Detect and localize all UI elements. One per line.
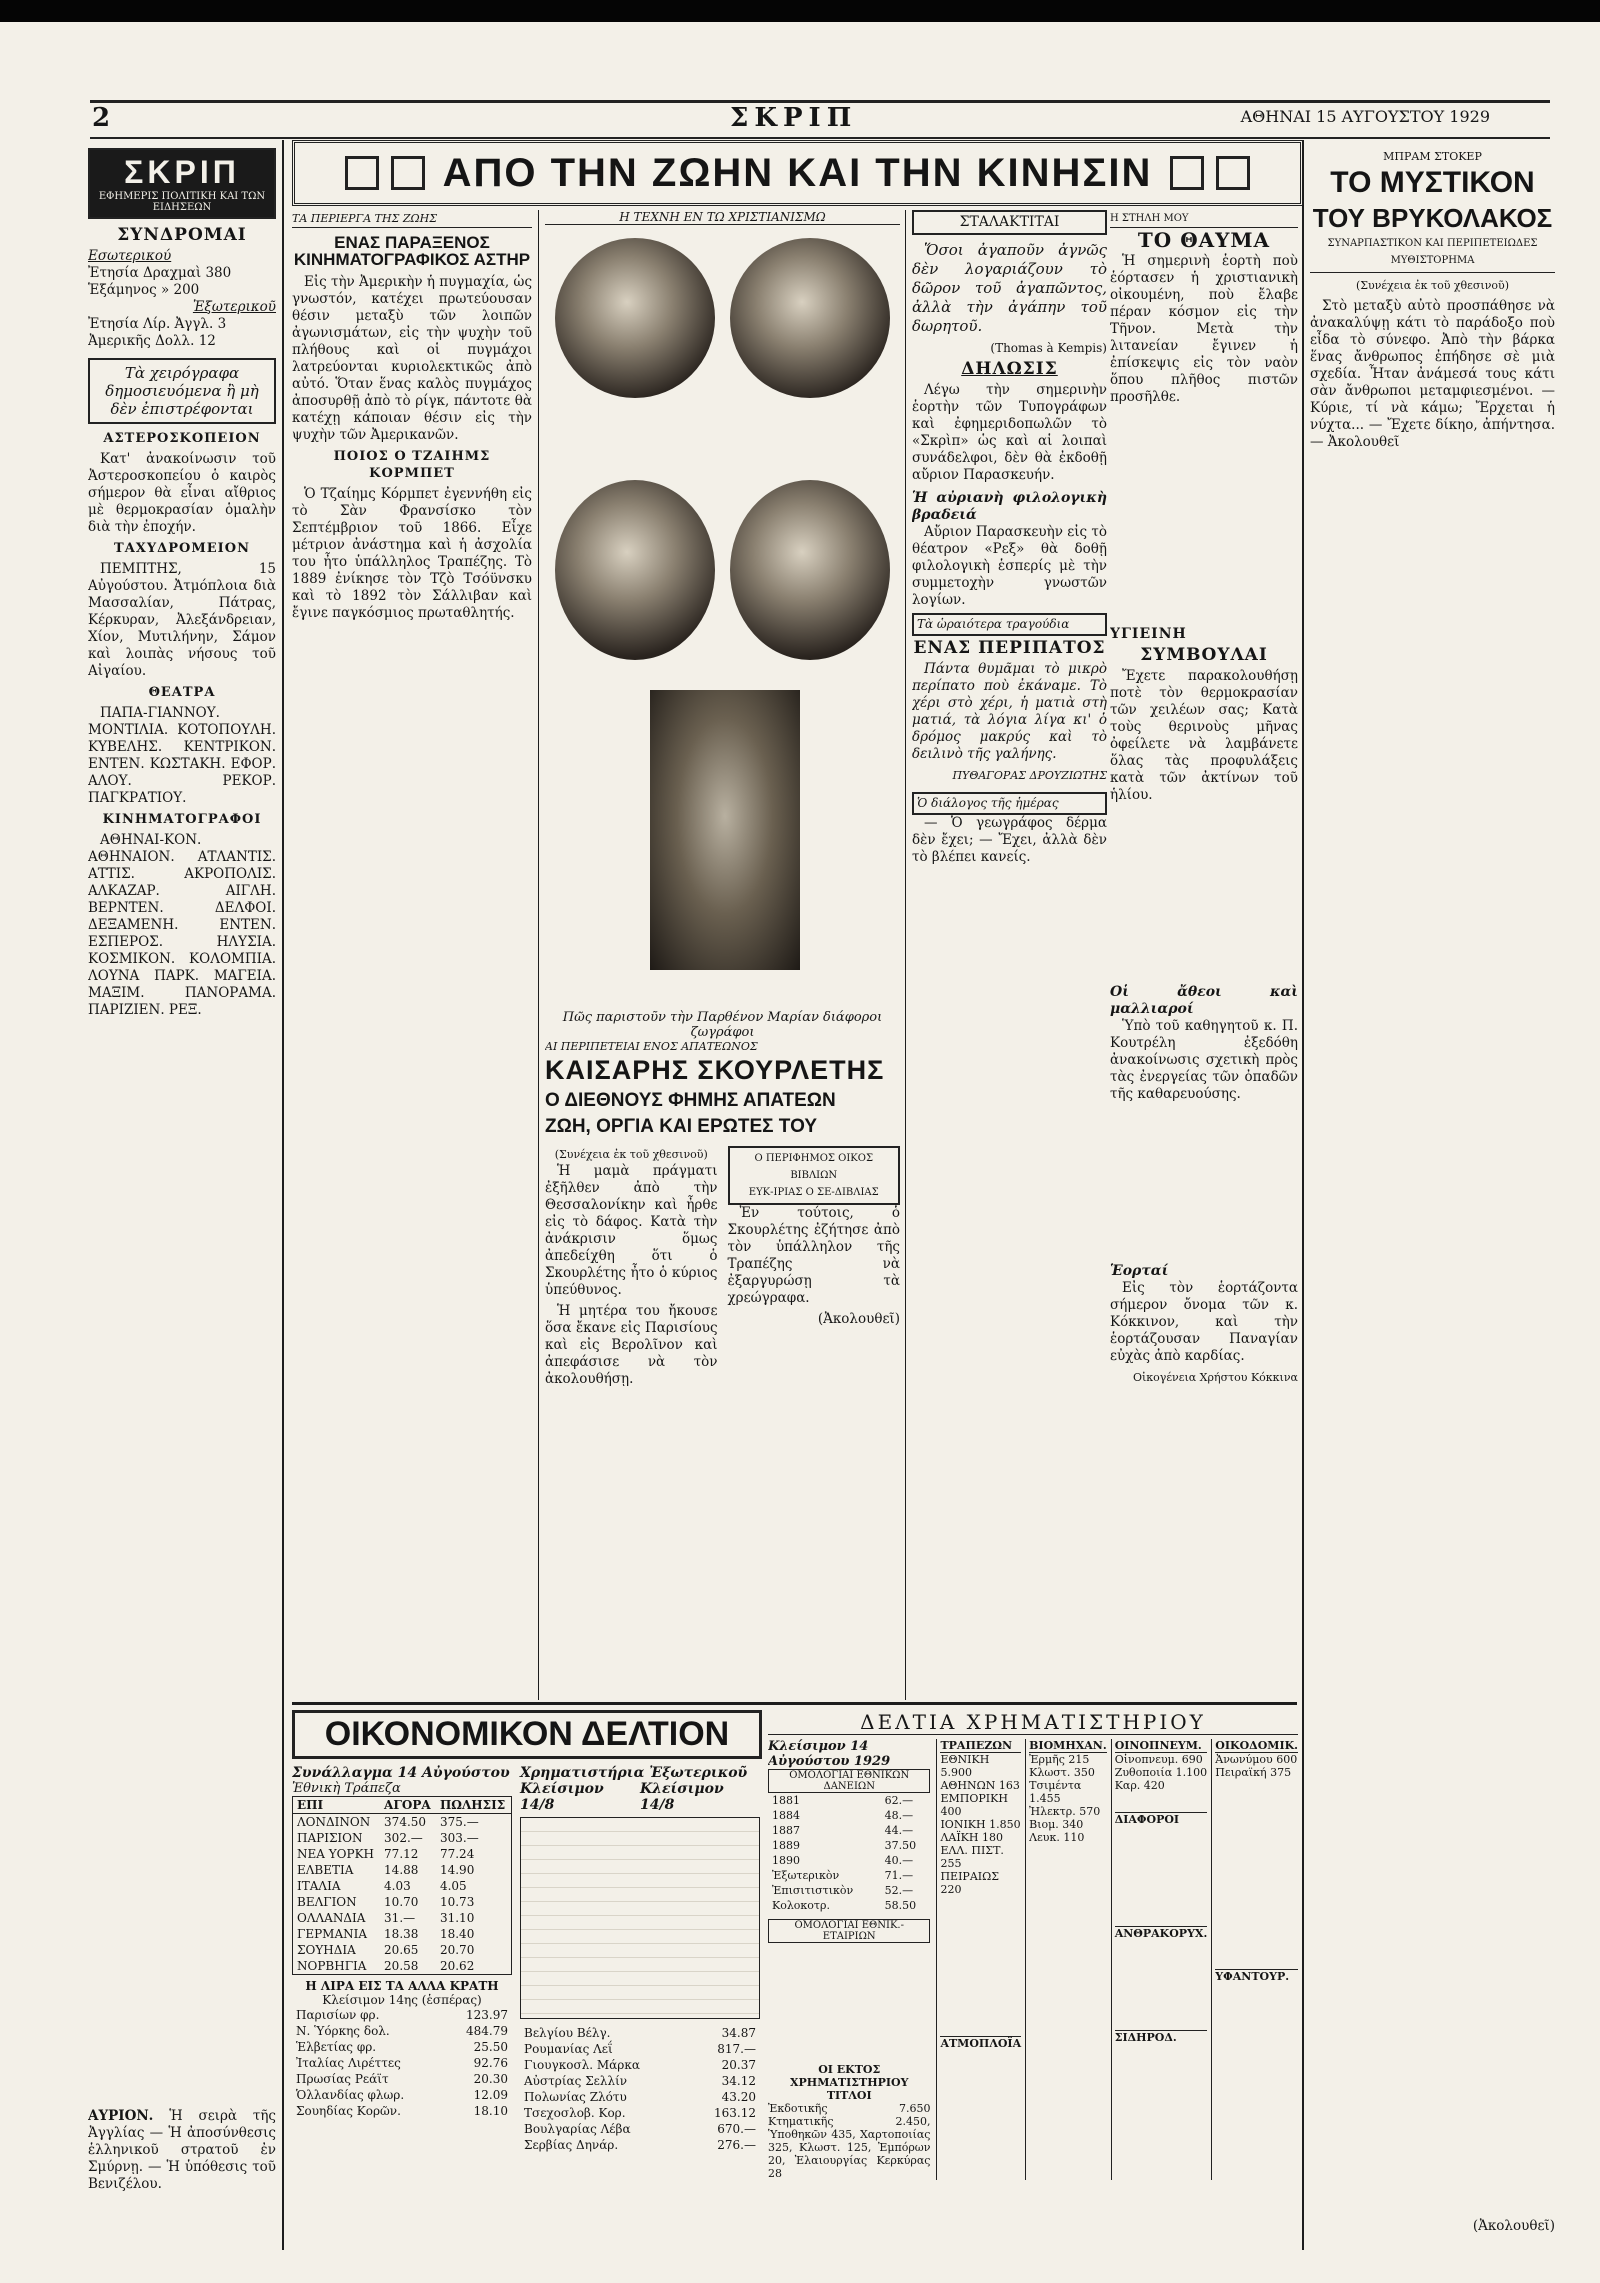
gold-title: Η ΛΙΡΑ ΕΙΣ ΤΑ ΑΛΛΑ ΚΡΑΤΗ: [305, 1979, 499, 1993]
table-row: [292, 2007, 512, 2023]
dialog-title: Ὁ διάλογος τῆς ἡμέρας: [912, 792, 1107, 815]
foreign-price-2: Ἀμερικῆς Δολλ. 12: [88, 333, 216, 349]
bank-value: 400: [940, 1805, 962, 1818]
industry-value: 110: [1063, 1831, 1085, 1844]
industry-row: [1029, 1779, 1107, 1805]
fraud-kicker: ΑΙ ΠΕΡΙΠΕΤΕΙΑΙ ΕΝΟΣ ΑΠΑΤΕΩΝΟΣ: [545, 1040, 758, 1053]
spirits-name: Οἰνοπνευμ.: [1114, 1753, 1179, 1766]
industry-value: 215: [1068, 1753, 1090, 1766]
table-row: [293, 1942, 512, 1958]
spirits-value: 420: [1143, 1779, 1165, 1792]
masthead-box: [88, 148, 276, 219]
bond-grid-placeholder: [520, 1817, 760, 2019]
spirits-row: [1115, 1779, 1208, 1792]
hygiene-text: Ἔχετε παρακολουθήσῃ ποτὲ τὸν θερμοκρασίαν τῶν χειλέων σας; Κατὰ τοὺς θερινοὺς μῆνας ὀφείλετε νὰ λαμβάνετε ὅλας τὰς προφυλάξεις κατὰ τῶν ἀκτίνων τοῦ ἡλίου.: [1110, 668, 1298, 803]
loan-cell: 48.—: [884, 1809, 914, 1822]
gold-cell: 123.97: [466, 2008, 508, 2022]
misc-title: ΔΙΑΦΟΡΟΙ: [1115, 1812, 1208, 1826]
industry-name: Λευκ.: [1029, 1831, 1060, 1844]
finance-bulletin: [292, 1710, 762, 2250]
article-kicker: ΤΑ ΠΕΡΙΕΡΓΑ ΤΗΣ ΖΩΗΣ: [292, 210, 532, 228]
cinemas-list: ΑΘΗΝΑΙ-ΚΟΝ. ΑΘΗΝΑΙΟΝ. ΑΤΛΑΝΤΙΣ. ΑΤΤΙΣ. ΑΚΡΟΠΟΛΙΣ. ΑΛΚΑΖΑΡ. ΑΙΓΛΗ. ΒΕΡΝΤΕΝ. ΔΕΛΦΟΙ. ΔΕΞΑΜΕΝΗ. ΕΝΤΕΝ. ΕΣΠΕΡΟΣ. ΗΛΥΣΙΑ. ΚΟΣΜΙΚΟΝ. ΚΟΛΟΜΠΙΑ. ΛΟΥΝΑ ΠΑΡΚ. ΜΑΓΕΙΑ. ΜΑΞΙΜ. ΠΑΝΟΡΑΜΑ. ΠΑΡΙΖΙΕΝ. ΡΕΞ.: [88, 832, 276, 1018]
table-row: [768, 1808, 930, 1823]
quote-author: (Thomas à Kempis): [990, 341, 1107, 355]
foreign-cell: Τσεχοσλοβ. Κορ.: [524, 2106, 626, 2120]
gold-cell: Πρωσίας Ρεάϊτ: [296, 2072, 389, 2086]
poem-title: ΕΝΑΣ ΠΕΡΙΠΑΤΟΣ: [913, 638, 1106, 658]
exchange-title: ΔΕΛΤΙΑ ΧΡΗΜΑΤΙΣΤΗΡΙΟΥ: [768, 1710, 1298, 1735]
spirits-value: 690: [1181, 1753, 1203, 1766]
loan-cell: Ἐξωτερικὸν: [772, 1869, 840, 1882]
fx-cell: 18.40: [439, 1927, 475, 1941]
table-row: [520, 2121, 760, 2137]
madonna-portrait-1: [555, 238, 715, 398]
bank-row: [940, 1792, 1021, 1818]
loan-cell: 1884: [772, 1809, 800, 1822]
article-body-2: Ὁ Τζαίημς Κόρμπετ ἐγεννήθη εἰς τὸ Σὰν Φρανσίσκο τὸν Σεπτέμβριον τοῦ 1866. Εἶχε μέτριον ἀνάστημα καὶ ἡ ἀσχολία του ἦτο ὑπάλληλος Τραπέζης. Τὸ 1889 ἐνίκησε τὸν Τζὸ Τσόϋνσκυ καὶ τὸ 1892 τὸν Σάλλιβαν καὶ ἔγινε παγκόσμιος πρωταθλητής.: [292, 486, 532, 621]
gold-cell: 12.09: [473, 2088, 508, 2102]
serial-body: Στὸ μεταξὺ αὐτὸ προσπάθησε νὰ ἀνακαλύψῃ κάτι τὸ παράδοξο ποὺ εἶδα τὸ σύνεφο. Ἀπὸ τὴν βάρκα ἕνας ἄνθρωπος ἐπήδησε σὲ μιὰ σχεδία. Ἦταν ἀνάμεσά τους κάτι σὰν ἄνθρωποι μεταμφιεσμένοι. — Κύριε, τί νὰ κάμω; Ἔρχεται ἡ νύχτα... — Ἔχετε δίκηο, ἀπήντησα. — Ἀκολουθεῖ: [1310, 298, 1555, 450]
table-row: [292, 2055, 512, 2071]
fx-cell: 20.62: [439, 1959, 475, 1973]
gold-cell: Ἰταλίας Λιρέττες: [296, 2056, 401, 2070]
poem-author: ΠΥΘΑΓΟΡΑΣ ΔΡΟΥΖΙΩΤΗΣ: [952, 769, 1107, 782]
loan-cell: 44.—: [884, 1824, 914, 1837]
fx-cell: 4.03: [384, 1879, 411, 1893]
fraud-body-3: Ἐν τούτοις, ὁ Σκουρλέτης ἐζήτησε ἀπὸ τὸν ὑπάλληλον τῆς Τραπέζης νὰ ἐξαργυρώσῃ τὰ χρεώγραφα.: [727, 1205, 900, 1306]
bookshop-head: Ο ΠΕΡΙΦΗΜΟΣ ΟΙΚΟΣ ΒΙΒΛΙΩΝ: [754, 1153, 874, 1181]
miracle-title: ΤΟ ΘΑΥΜΑ: [1137, 228, 1271, 252]
foreign-price-1: Ἐτησία Λίρ. Ἀγγλ. 3: [88, 316, 227, 332]
declaration-title: ΔΗΛΩΣΙΣ: [961, 359, 1058, 379]
fx-head-3: ΠΩΛΗΣΙΣ: [439, 1798, 506, 1812]
fx-cell: ΠΑΡΙΣΙΟΝ: [297, 1831, 363, 1845]
fx-cell: 20.65: [384, 1943, 419, 1957]
table-row: [293, 1958, 512, 1975]
post-title: ΤΑΧΥΔΡΟΜΕΙΟΝ: [114, 541, 250, 556]
spirits-row: [1115, 1753, 1208, 1766]
fx-cell: 18.38: [384, 1927, 419, 1941]
fx-cell: 20.70: [439, 1943, 475, 1957]
foreign-cell: Βελγίου Βέλγ.: [524, 2026, 611, 2040]
build-row: [1215, 1766, 1298, 1779]
table-row: [293, 1830, 512, 1846]
declaration-text: Λέγω τὴν σημερινὴν ἑορτὴν τῶν Τυπογράφων καὶ ἐφημεριδοπωλῶν τὸ «Σκρὶπ» ὡς καὶ αἱ λοιπαὶ συνάδελφοι, δὲν θὰ ἐκδοθῇ αὔριον Παρασκευήν.: [912, 382, 1107, 483]
loan-cell: 62.—: [884, 1794, 914, 1807]
gold-cell: Σουηδίας Κορῶν.: [296, 2104, 401, 2118]
serial-cont: (Συνέχεια ἐκ τοῦ χθεσινοῦ): [1355, 279, 1509, 292]
feature-caption: Πῶς παριστοῦν τὴν Παρθένον Μαρίαν διάφοροι ζωγράφοι: [562, 1010, 883, 1040]
square-ornament-icon: [391, 156, 425, 190]
fx-head-1: ΕΠΙ: [297, 1798, 324, 1812]
loan-cell: 37.50: [884, 1839, 917, 1852]
fx-cell: ΝΕΑ ΥΟΡΚΗ: [297, 1847, 375, 1861]
feasts-title: Ἑορταί: [1110, 1263, 1169, 1279]
gold-cell: 18.10: [473, 2104, 508, 2118]
fx-cell: 14.90: [439, 1863, 475, 1877]
spirits-value: 1.100: [1175, 1766, 1208, 1779]
serial-title-1: ΤΟ ΜΥΣΤΙΚΟΝ: [1330, 166, 1535, 199]
top-border: [0, 0, 1600, 22]
page-number: 2: [92, 103, 111, 133]
col-industry: ΒΙΟΜΗΧΑΝ.: [1029, 1739, 1107, 1752]
fx-cell: 375.—: [439, 1815, 479, 1829]
gold-cell: Ὁλλανδίας φλωρ.: [296, 2088, 405, 2102]
fx-cell: 14.88: [384, 1863, 419, 1877]
fx-cell: ΝΟΡΒΗΓΙΑ: [297, 1959, 367, 1973]
issue-date: ΑΘΗΝΑΙ 15 ΑΥΓΟΥΣΤΟΥ 1929: [1240, 107, 1490, 126]
bank-value: 1.850: [989, 1818, 1021, 1831]
table-row: [293, 1910, 512, 1926]
article-subhead: ΠΟΙΟΣ Ο ΤΖΑΙΗΜΣ ΚΟΡΜΠΕΤ: [333, 449, 491, 481]
foreign-cell: 276.—: [717, 2138, 756, 2152]
square-ornament-icon: [1216, 156, 1250, 190]
bonds-head: ΟΜΟΛΟΓΙΑΙ ΕΘΝΙΚ.-ΕΤΑΙΡΙΩΝ: [768, 1919, 930, 1943]
loan-cell: 71.—: [884, 1869, 914, 1882]
fraud-line-2: Ο ΔΙΕΘΝΟΥΣ ΦΗΜΗΣ ΑΠΑΤΕΩΝ: [545, 1090, 836, 1111]
table-row: [293, 1894, 512, 1910]
bank-value: 5.900: [940, 1766, 972, 1779]
exchange-date: Κλείσιμον 14 Αὐγούστου 1929: [768, 1739, 891, 1769]
spirits-name: Καρ.: [1114, 1779, 1141, 1792]
fx-cell: ΛΟΝΔΙΝΟΝ: [297, 1815, 371, 1829]
fx-cell: 10.70: [384, 1895, 419, 1909]
industry-row: [1029, 1818, 1107, 1831]
build-value: 600: [1276, 1753, 1298, 1766]
table-row: [768, 1898, 930, 1913]
table-row: [520, 2073, 760, 2089]
fraud-line-3: ΖΩΗ, ΟΡΓΙΑ ΚΑΙ ΕΡΩΤΕΣ ΤΟΥ: [545, 1116, 817, 1137]
madonna-portrait-5: [650, 690, 800, 970]
misc-title: ΣΙΔΗΡΟΔ.: [1115, 2030, 1208, 2044]
gold-table: [292, 2007, 512, 2119]
subscriptions: [88, 227, 276, 350]
foreign-cell: 817.—: [717, 2042, 756, 2056]
build-name: Ἀνωνύμου: [1215, 1753, 1273, 1766]
feasts-text: Εἰς τὸν ἑορτάζοντα σήμερον ὄνομα τῶν κ. Κόκκινον, καὶ τὴν ἑορτάζουσαν Παναγίαν εὐχὰς ἀπὸ καρδίας.: [1110, 1280, 1298, 1364]
bookshop-sub: ΕΥΚ-ΙΡΙΑΣ Ο ΣΕ-ΔΙΒΛΙΑΣ: [748, 1187, 879, 1198]
fx-cell: 31.—: [384, 1911, 416, 1925]
tomorrow-note: [88, 2108, 276, 2193]
table-row: [292, 2087, 512, 2103]
foreign-cell: Πολωνίας Ζλότυ: [524, 2090, 627, 2104]
fx-table: [292, 1796, 512, 1975]
bank-row: [940, 1844, 1021, 1870]
foreign-cell: Αὐστρίας Σελλίν: [524, 2074, 628, 2088]
table-row: [768, 1838, 930, 1853]
serial-subtitle: ΣΥΝΑΡΠΑΣΤΙΚΟΝ ΚΑΙ ΠΕΡΙΠΕΤΕΙΩΔΕΣ ΜΥΘΙΣΤΟΡΗΜΑ: [1310, 235, 1555, 273]
miracle-column: [1110, 210, 1298, 1700]
fx-cell: ΙΤΑΛΙΑ: [297, 1879, 341, 1893]
masthead: ΣΚΡΙΠ: [730, 103, 858, 133]
table-row: [292, 2023, 512, 2039]
serial-title-2: ΤΟΥ ΒΡΥΚΟΛΑΚΟΣ: [1312, 203, 1553, 233]
atheists-text: Ὑπὸ τοῦ καθηγητοῦ κ. Π. Κουτρέλη ἐξεδόθη ἀνακοίνωσις σχετικὴ πρὸς τὰς ἐνεργείας τῶν ὀπαδῶν τῆς καθαρευούσης.: [1110, 1018, 1298, 1102]
foreign-cell: Γιουγκοσλ. Μάρκα: [524, 2058, 640, 2072]
fx-head-2: ΑΓΟΡΑ: [384, 1798, 431, 1812]
other-text: Ἐκδοτικῆς 7.650 Κτηματικῆς 2.450, Ὑποθηκῶν 435, Χαρτοποιίας 325, Κλωστ. 125, Ἐμπόρων 20, Ἐλαιουργίας Κερκύρας 28: [768, 2102, 931, 2180]
table-row: [293, 1878, 512, 1894]
left-column: [88, 148, 276, 2248]
close-a: Κλείσιμον 14/8: [520, 1781, 604, 1813]
fraud-cont: (Συνέχεια ἐκ τοῦ χθεσινοῦ): [554, 1148, 708, 1161]
fx-cell: ΕΛΒΕΤΙΑ: [297, 1863, 354, 1877]
atheists-title: Οἱ ἄθεοι καὶ μαλλιαροί: [1110, 984, 1298, 1017]
fx-cell: 77.12: [384, 1847, 419, 1861]
fx-cell: ΒΕΛΓΙΟΝ: [297, 1895, 357, 1909]
bank-name: ΛΑΪΚΗ: [940, 1831, 979, 1844]
dialog-text: — Ὁ γεωγράφος δέρμα δὲν ἔχει; — Ἔχει, ἀλλὰ δὲν τὸ βλέπει κανείς.: [912, 815, 1107, 865]
gold-cell: Παρισίων φρ.: [296, 2008, 380, 2022]
subscriptions-title: ΣΥΝΔΡΟΜΑΙ: [117, 225, 247, 245]
build-value: 375: [1270, 1766, 1292, 1779]
fx-bank: Ἐθνικὴ Τράπεζα: [292, 1781, 401, 1796]
semi-price: Ἑξάμηνος » 200: [88, 282, 200, 298]
misc-title: ΑΤΜΟΠΛΟΪΑ: [940, 2037, 1022, 2050]
gold-cell: Ἑλβετίας φρ.: [296, 2040, 377, 2054]
table-row: [520, 2105, 760, 2121]
theatres-list: ΠΑΠΑ-ΓΙΑΝΝΟΥ. ΜΟΝΤΙΛΙΑ. ΚΟΤΟΠΟΥΛΗ. ΚΥΒΕΛΗΣ. ΚΕΝΤΡΙΚΟΝ. ΕΝΤΕΝ. ΚΩΣΤΑΚΗ. ΕΦΟΡ. ΑΛΟΥ. ΡΕΚΟΡ. ΠΑΓΚΡΑΤΙΟΥ.: [88, 705, 276, 806]
foreign-cell: Σερβίας Δηνάρ.: [524, 2138, 619, 2152]
table-row: [293, 1814, 512, 1831]
literary-title: Ἡ αὐριανὴ φιλολογικὴ βραδειά: [912, 490, 1107, 523]
tomorrow-text: Ἡ σειρὰ τῆς Ἀγγλίας — Ἡ ἀποσύνθεσις ἑλληνικοῦ στρατοῦ ἐν Σμύρνῃ. — Ἡ ὑπόθεσις τοῦ Βενιζέλου.: [88, 2108, 276, 2192]
bank-name: ΑΘΗΝΩΝ: [940, 1779, 996, 1792]
table-row: [292, 2039, 512, 2055]
table-row: [292, 2103, 512, 2119]
loan-cell: 1887: [772, 1824, 800, 1837]
industry-value: 1.455: [1029, 1792, 1061, 1805]
domestic-label: Εσωτερικού: [88, 248, 172, 264]
table-row: [768, 1793, 930, 1808]
bank-value: 163: [998, 1779, 1020, 1792]
gold-cell: 20.30: [473, 2072, 508, 2086]
foreign-exchanges-title: Χρηματιστήρια Ἐξωτερικοῦ: [520, 1765, 748, 1781]
fx-cell: 4.05: [439, 1879, 467, 1893]
industry-row: [1029, 1753, 1107, 1766]
logo: ΣΚΡΙΠ: [124, 154, 240, 190]
bank-name: ΕΘΝΙΚΗ: [940, 1753, 990, 1766]
loan-cell: 1889: [772, 1839, 800, 1852]
fx-cell: 31.10: [439, 1911, 475, 1925]
post-text: ΠΕΜΠΤΗΣ, 15 Αὐγούστου. Ἀτμόπλοια διὰ Μασσαλίαν, Πάτρας, Κέρκυραν, Ἀλεξάνδρειαν, Χίον, Μυτιλήνην, Σάμον καὶ λοιπὰς νήσους τοῦ Αἰγαίου.: [88, 561, 276, 679]
fraud-article: [545, 1040, 900, 1700]
misc-title: ΑΝΘΡΑΚΟΡΥΧ.: [1114, 1927, 1208, 1940]
foreign-table: [520, 2025, 760, 2153]
other-title: ΟΙ ΕΚΤΟΣ ΧΡΗΜΑΤΙΣΤΗΡΙΟΥ ΤΙΤΛΟΙ: [790, 2063, 909, 2102]
bank-value: 180: [982, 1831, 1003, 1844]
table-row: [768, 1883, 930, 1898]
astronomy-section: [88, 430, 276, 1019]
article-headline: ΕΝΑΣ ΠΑΡΑΞΕΝΟΣ ΚΙΝΗΜΑΤΟΓΡΑΦΙΚΟΣ ΑΣΤΗΡ: [293, 233, 531, 269]
bank-row: [940, 1779, 1021, 1792]
gold-sub: Κλείσιμον 14ης (ἑσπέρας): [322, 1993, 482, 2007]
industry-name: Ἐρμῆς: [1029, 1753, 1065, 1766]
foreign-cell: 43.20: [721, 2090, 756, 2104]
gold-cell: 92.76: [473, 2056, 508, 2070]
madonna-feature: [545, 210, 900, 1040]
industry-name: Βιομ.: [1029, 1818, 1059, 1831]
article-body: Εἰς τὴν Ἀμερικὴν ἡ πυγμαχία, ὡς γνωστόν, κατέχει πρωτεύουσαν θέσιν μεταξὺ τῶν λοιπῶν ἀγωνισμάτων, εἰς τὴν ψυχὴν τοῦ πλήθους καὶ οἱ πυγμάχοι λατρεύονται κυριολεκτικῶς ἀπὸ αὐτό. Ὅταν ἕνας καλὸς πυγμάχος ἀποσυρθῇ ἀπὸ τὸ ρίγκ, πάντοτε θὰ κατέχῃ κάποιαν θέσιν εἰς τὴν ψυχὴν τῶν Ἀμερικανῶν.: [292, 274, 532, 443]
loans-head: ΟΜΟΛΟΓΙΑΙ ΕΘΝΙΚΩΝ ΔΑΝΕΙΩΝ: [768, 1769, 930, 1793]
songs-kicker: Τὰ ὡραιότερα τραγούδια: [912, 613, 1107, 636]
bank-row: [940, 1870, 1021, 1896]
madonna-portrait-3: [555, 480, 715, 660]
industry-name: Κλωστ.: [1029, 1766, 1071, 1779]
column-kicker: Η ΣΤΗΛΗ ΜΟΥ: [1110, 210, 1298, 228]
fx-cell: 20.58: [384, 1959, 419, 1973]
misc-title: ΥΦΑΝΤΟΥΡ.: [1215, 1969, 1298, 1983]
industry-name: Τσιμέντα: [1029, 1779, 1082, 1792]
fx-cell: 10.73: [439, 1895, 475, 1909]
stalactites-column: [912, 210, 1107, 1700]
industry-row: [1029, 1831, 1107, 1844]
foreign-label: Ἐξωτερικοῦ: [192, 299, 276, 315]
bank-value: 220: [940, 1883, 962, 1896]
table-row: [293, 1862, 512, 1878]
fraud-body-1: Ἡ μαμὰ πράγματι ἐξῆλθεν ἀπὸ τὴν Θεσσαλονίκην καὶ ἦρθε εἰς τὸ δάφος. Κατὰ τὴν ἀνάκρισιν ὅμως ἀπεδείχθη ὅτι ὁ Σκουρλέτης ἦτο ὁ κύριος ὑπεύθυνος.: [545, 1163, 718, 1298]
fx-cell: 302.—: [384, 1831, 423, 1845]
madonna-portrait-4: [730, 480, 890, 660]
table-row: [768, 1823, 930, 1838]
serial-column: [1310, 148, 1555, 2248]
bank-row: [940, 1818, 1021, 1831]
table-row: [768, 1868, 930, 1883]
hygiene-title: ΥΓΙΕΙΝΗ: [1110, 626, 1187, 642]
page-header: [90, 100, 1550, 139]
miracle-body: Ἡ σημερινὴ ἑορτὴ ποὺ ἑόρτασεν ἡ χριστιανικὴ οἰκουμένη, ποὺ ἔλαβε πέραν κόσμον εἰς τὴν Τῆνον. Μετὰ τὴν λιτανείαν ἔγινεν ἡ ἐπίσκεψις εἰς τὸν ναὸν ὅπου πλῆθος πιστῶν προσῆλθε.: [1110, 253, 1298, 405]
foreign-cell: 34.12: [721, 2074, 756, 2088]
bank-name: ΕΜΠΟΡΙΚΗ: [940, 1792, 1008, 1805]
industry-value: 340: [1062, 1818, 1084, 1831]
table-row: [293, 1846, 512, 1862]
serial-author: ΜΠΡΑΜ ΣΤΟΚΕΡ: [1383, 150, 1482, 163]
build-row: [1215, 1753, 1298, 1766]
square-ornament-icon: [345, 156, 379, 190]
table-row: [768, 1853, 930, 1868]
fx-cell: 77.24: [439, 1847, 475, 1861]
exchange-bulletin: [768, 1710, 1298, 2250]
industry-row: [1029, 1805, 1107, 1818]
industry-row: [1029, 1766, 1107, 1779]
cinemas-title: ΚΙΝΗΜΑΤΟΓΡΑΦΟΙ: [102, 812, 262, 827]
fraud-name: ΚΑΙΣΑΡΗΣ ΣΚΟΥΡΛΕΤΗΣ: [545, 1055, 885, 1085]
logo-subtitle: ΕΦΗΜΕΡΙΣ ΠΟΛΙΤΙΚΗ ΚΑΙ ΤΩΝ ΕΙΔΗΣΕΩΝ: [98, 191, 266, 213]
serial-end: (Ἀκολουθεῖ): [1472, 2218, 1555, 2234]
table-row: [292, 2071, 512, 2087]
madonna-portrait-2: [730, 238, 890, 398]
stalactites-quote: Ὅσοι ἀγαποῦν ἀγνῶς δὲν λογαριάζουν τὸ δῶρον τοῦ ἀγαπῶντος, ἀλλὰ τὴν ἀγάπην τοῦ δωρητοῦ.: [912, 241, 1107, 335]
bank-row: [940, 1831, 1021, 1844]
bank-value: 255: [940, 1857, 962, 1870]
table-row: [520, 2089, 760, 2105]
fx-cell: ΟΛΛΑΝΔΙΑ: [297, 1911, 366, 1925]
bank-row: [940, 1753, 1021, 1779]
foreign-cell: Βουλγαρίας Λέβα: [524, 2122, 631, 2136]
foreign-cell: 670.—: [717, 2122, 756, 2136]
loan-cell: 1881: [772, 1794, 800, 1807]
industry-value: 350: [1073, 1766, 1095, 1779]
annual-price: Ἐτησία Δραχμαὶ 380: [88, 265, 232, 281]
gold-cell: Ν. Ὑόρκης δολ.: [296, 2024, 390, 2038]
loan-cell: Ἐπισιτιστικὸν: [772, 1884, 854, 1897]
fraud-body-2: Ἡ μητέρα του ἤκουσε ὅσα ἔκανε εἰς Παρισίους καὶ εἰς Βερολῖνον καὶ ἀπεφάσισε νὰ τὸν ἀκολουθήσῃ.: [545, 1303, 718, 1387]
stalactites-box: ΣΤΑΛΑΚΤΙΤΑΙ: [912, 210, 1107, 235]
fx-cell: 303.—: [439, 1831, 479, 1845]
industry-name: Ἠλεκτρ.: [1029, 1805, 1076, 1818]
spirits-row: [1115, 1766, 1208, 1779]
astronomy-text: Κατ' ἀνακοίνωσιν τοῦ Ἀστεροσκοπείου ὁ καιρὸς σήμερον θὰ εἶναι αἴθριος μὲ θερμοκρασίαν ὁμαλὴν διὰ τὴν ἐποχήν.: [88, 451, 276, 535]
table-row: [520, 2041, 760, 2057]
loan-cell: 1890: [772, 1854, 800, 1867]
table-row: [520, 2025, 760, 2041]
foreign-cell: 20.37: [721, 2058, 756, 2072]
col-banks: ΤΡΑΠΕΖΩΝ: [940, 1739, 1021, 1753]
bank-name: ΕΛΛ. ΠΙΣΤ.: [940, 1844, 1004, 1857]
poem-text: Πάντα θυμᾶμαι τὸ μικρὸ περίπατο ποὺ ἐκάναμε. Τὸ χέρι στὸ χέρι, ἡ ματιὰ στὴ ματιά, τὰ λόγια λίγα κι' ὁ δρόμος μακρύς καὶ τὸ δειλινὸ τῆς γαλήνης.: [912, 661, 1107, 762]
boxer-article: [292, 210, 532, 1700]
fx-title: Συνάλλαγμα 14 Αὐγούστου: [292, 1765, 510, 1781]
gold-cell: 484.79: [466, 2024, 508, 2038]
hygiene-subtitle: ΣΥΜΒΟΥΛΑΙ: [1140, 645, 1268, 665]
square-ornament-icon: [1170, 156, 1204, 190]
foreign-cell: Ρουμανίας Λεΐ: [524, 2042, 613, 2056]
foreign-cell: 34.87: [721, 2026, 756, 2040]
feature-kicker: Η ΤΕΧΝΗ ΕΝ ΤΩ ΧΡΙΣΤΙΑΝΙΣΜΩ: [545, 210, 900, 225]
table-row: [293, 1926, 512, 1942]
tomorrow-title: ΑΥΡΙΟΝ.: [88, 2108, 154, 2124]
banner-title: ΑΠΟ ΤΗΝ ΖΩΗΝ ΚΑΙ ΤΗΝ ΚΙΝΗΣΙΝ: [442, 150, 1153, 195]
bookshop-ad: [728, 1146, 901, 1205]
literary-text: Αὔριον Παρασκευὴν εἰς τὸ θέατρον «Ρεξ» θὰ δοθῇ φιλολογικὴ ἑσπερίς μὲ τὴν συμμετοχὴν γνωστῶν λογίων.: [912, 524, 1107, 608]
astronomy-title: ΑΣΤΕΡΟΣΚΟΠΕΙΟΝ: [103, 431, 261, 446]
close-b: Κλείσιμον 14/8: [640, 1781, 724, 1813]
bank-name: ΙΟΝΙΚΗ: [940, 1818, 986, 1831]
col-spirits: ΟΙΝΟΠΝΕΥΜ.: [1115, 1739, 1208, 1753]
spirits-name: Ζυθοποιία: [1114, 1766, 1173, 1779]
foreign-cell: 163.12: [714, 2106, 756, 2120]
fx-cell: ΓΕΡΜΑΝΙΑ: [297, 1927, 368, 1941]
feasts-signature: Οἰκογένεια Χρήστου Κόκκινα: [1132, 1371, 1298, 1384]
manuscripts-note: Τὰ χειρόγραφα δημοσιευόμενα ἢ μὴ δὲν ἐπιστρέφονται: [88, 358, 276, 424]
gold-cell: 25.50: [473, 2040, 508, 2054]
section-banner: [292, 140, 1303, 206]
loan-cell: 40.—: [884, 1854, 914, 1867]
fraud-end: (Ἀκολουθεῖ): [817, 1311, 900, 1327]
table-row: [520, 2057, 760, 2073]
industry-value: 570: [1079, 1805, 1101, 1818]
loan-cell: 58.50: [884, 1899, 917, 1912]
loans-table: [768, 1793, 930, 1913]
table-row: [520, 2137, 760, 2153]
loan-cell: 52.—: [884, 1884, 914, 1897]
fx-cell: ΣΟΥΗΔΙΑ: [297, 1943, 356, 1957]
bank-name: ΠΕΙΡΑΙΩΣ: [940, 1870, 1000, 1883]
fx-cell: 374.50: [384, 1815, 427, 1829]
finance-title: ΟΙΚΟΝΟΜΙΚΟΝ ΔΕΛΤΙΟΝ: [292, 1710, 762, 1759]
theatres-title: ΘΕΑΤΡΑ: [148, 685, 216, 700]
build-name: Πειραϊκή: [1215, 1766, 1267, 1779]
col-building: ΟΙΚΟΔΟΜΙΚ.: [1215, 1739, 1298, 1752]
loan-cell: Κολοκοτρ.: [772, 1899, 830, 1912]
